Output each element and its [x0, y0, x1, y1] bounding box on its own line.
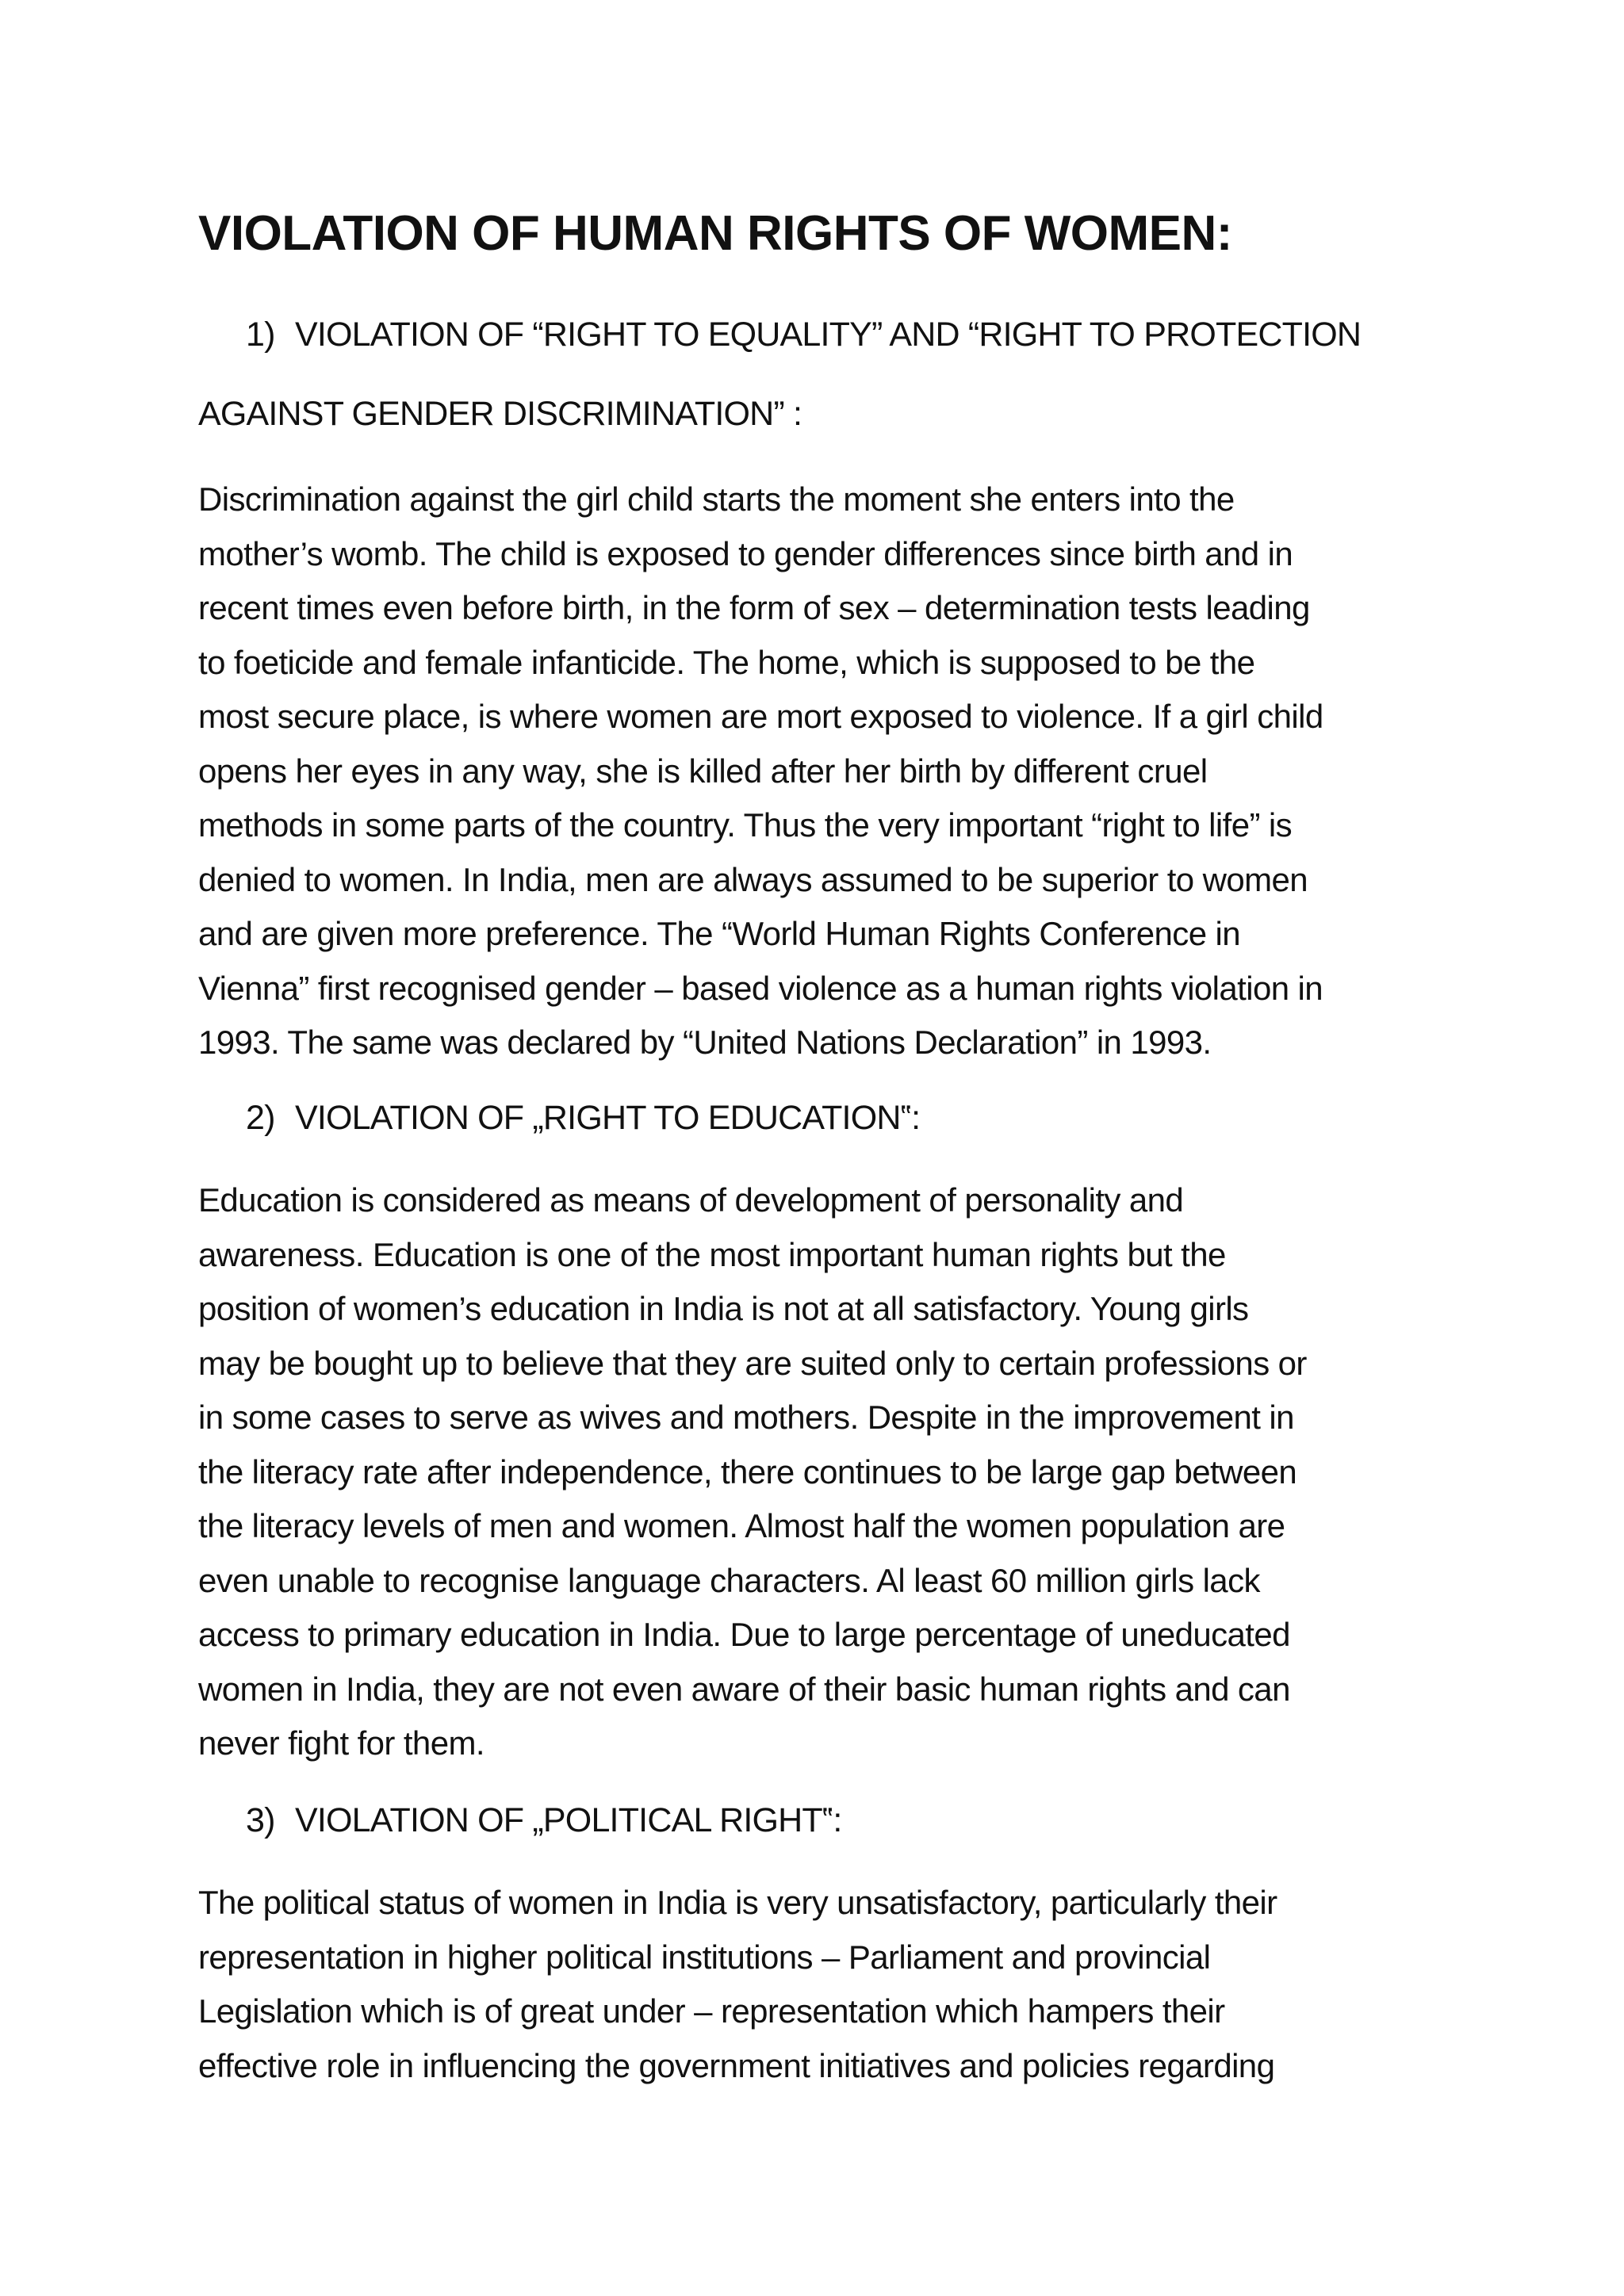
paragraph-line: Education is considered as means of development of personality and	[198, 1181, 1184, 1219]
page-title: VIOLATION OF HUMAN RIGHTS OF WOMEN:	[198, 206, 1232, 261]
paragraph-line: access to primary education in India. Due to large percentage of uneducated	[198, 1616, 1290, 1653]
paragraph-line: women in India, they are not even aware of their basic human rights and can	[198, 1670, 1290, 1708]
paragraph-line: never fight for them.	[198, 1724, 485, 1762]
paragraph-line: effective role in influencing the government initiatives and policies regarding	[198, 2046, 1275, 2084]
section-3-paragraph	[198, 1876, 1443, 2093]
section-1-heading	[246, 311, 1361, 358]
section-1-paragraph	[198, 473, 1443, 1070]
paragraph-line: to foeticide and female infanticide. The home, which is supposed to be the	[198, 643, 1255, 681]
paragraph-line: position of women’s education in India is not at all satisfactory. Young girls	[198, 1290, 1249, 1327]
section-2-number: 2)	[246, 1099, 275, 1137]
section-1-heading-text: VIOLATION OF “RIGHT TO EQUALITY” AND “RIGHT TO PROTECTION	[295, 316, 1362, 354]
paragraph-line: Vienna” first recognised gender – based violence as a human rights violation in	[198, 969, 1323, 1007]
paragraph-line: and are given more preference. The “World Human Rights Conference in	[198, 915, 1241, 952]
paragraph-line: may be bought up to believe that they are suited only to certain professions or	[198, 1344, 1307, 1382]
section-2-paragraph	[198, 1173, 1443, 1771]
paragraph-line: methods in some parts of the country. Thus the very important “right to life” is	[198, 806, 1293, 844]
paragraph-line: 1993. The same was declared by “United Nations Declaration” in 1993.	[198, 1024, 1212, 1061]
paragraph-line: the literacy levels of men and women. Almost half the women population are	[198, 1507, 1285, 1544]
paragraph-line: the literacy rate after independence, there continues to be large gap between	[198, 1452, 1297, 1490]
section-1-number: 1)	[246, 316, 275, 354]
section-3-heading-text: VIOLATION OF „POLITICAL RIGHT‟:	[295, 1801, 842, 1839]
section-3-heading	[246, 1797, 842, 1844]
section-2-heading	[246, 1094, 920, 1142]
paragraph-line: even unable to recognise language characters. Al least 60 million girls lack	[198, 1561, 1260, 1599]
paragraph-line: Legislation which is of great under – representation which hampers their	[198, 1992, 1225, 2030]
section-3-number: 3)	[246, 1801, 275, 1839]
paragraph-line: opens her eyes in any way, she is killed after her birth by different cruel	[198, 752, 1208, 790]
section-1-heading-continued: AGAINST GENDER DISCRIMINATION” :	[198, 395, 802, 433]
paragraph-line: Discrimination against the girl child starts the moment she enters into the	[198, 480, 1235, 518]
paragraph-line: awareness. Education is one of the most important human rights but the	[198, 1235, 1226, 1273]
paragraph-line: recent times even before birth, in the form of sex – determination tests leading	[198, 589, 1310, 626]
paragraph-line: in some cases to serve as wives and mothers. Despite in the improvement in	[198, 1399, 1294, 1436]
paragraph-line: most secure place, is where women are mort exposed to violence. If a girl child	[198, 698, 1323, 735]
paragraph-line: denied to women. In India, men are always assumed to be superior to women	[198, 860, 1308, 898]
paragraph-line: mother’s womb. The child is exposed to gender differences since birth and in	[198, 534, 1293, 572]
section-2-heading-text: VIOLATION OF „RIGHT TO EDUCATION‟:	[295, 1099, 921, 1137]
paragraph-line: The political status of women in India is very unsatisfactory, particularly their	[198, 1884, 1277, 1921]
paragraph-line: representation in higher political institutions – Parliament and provincial	[198, 1938, 1211, 1976]
